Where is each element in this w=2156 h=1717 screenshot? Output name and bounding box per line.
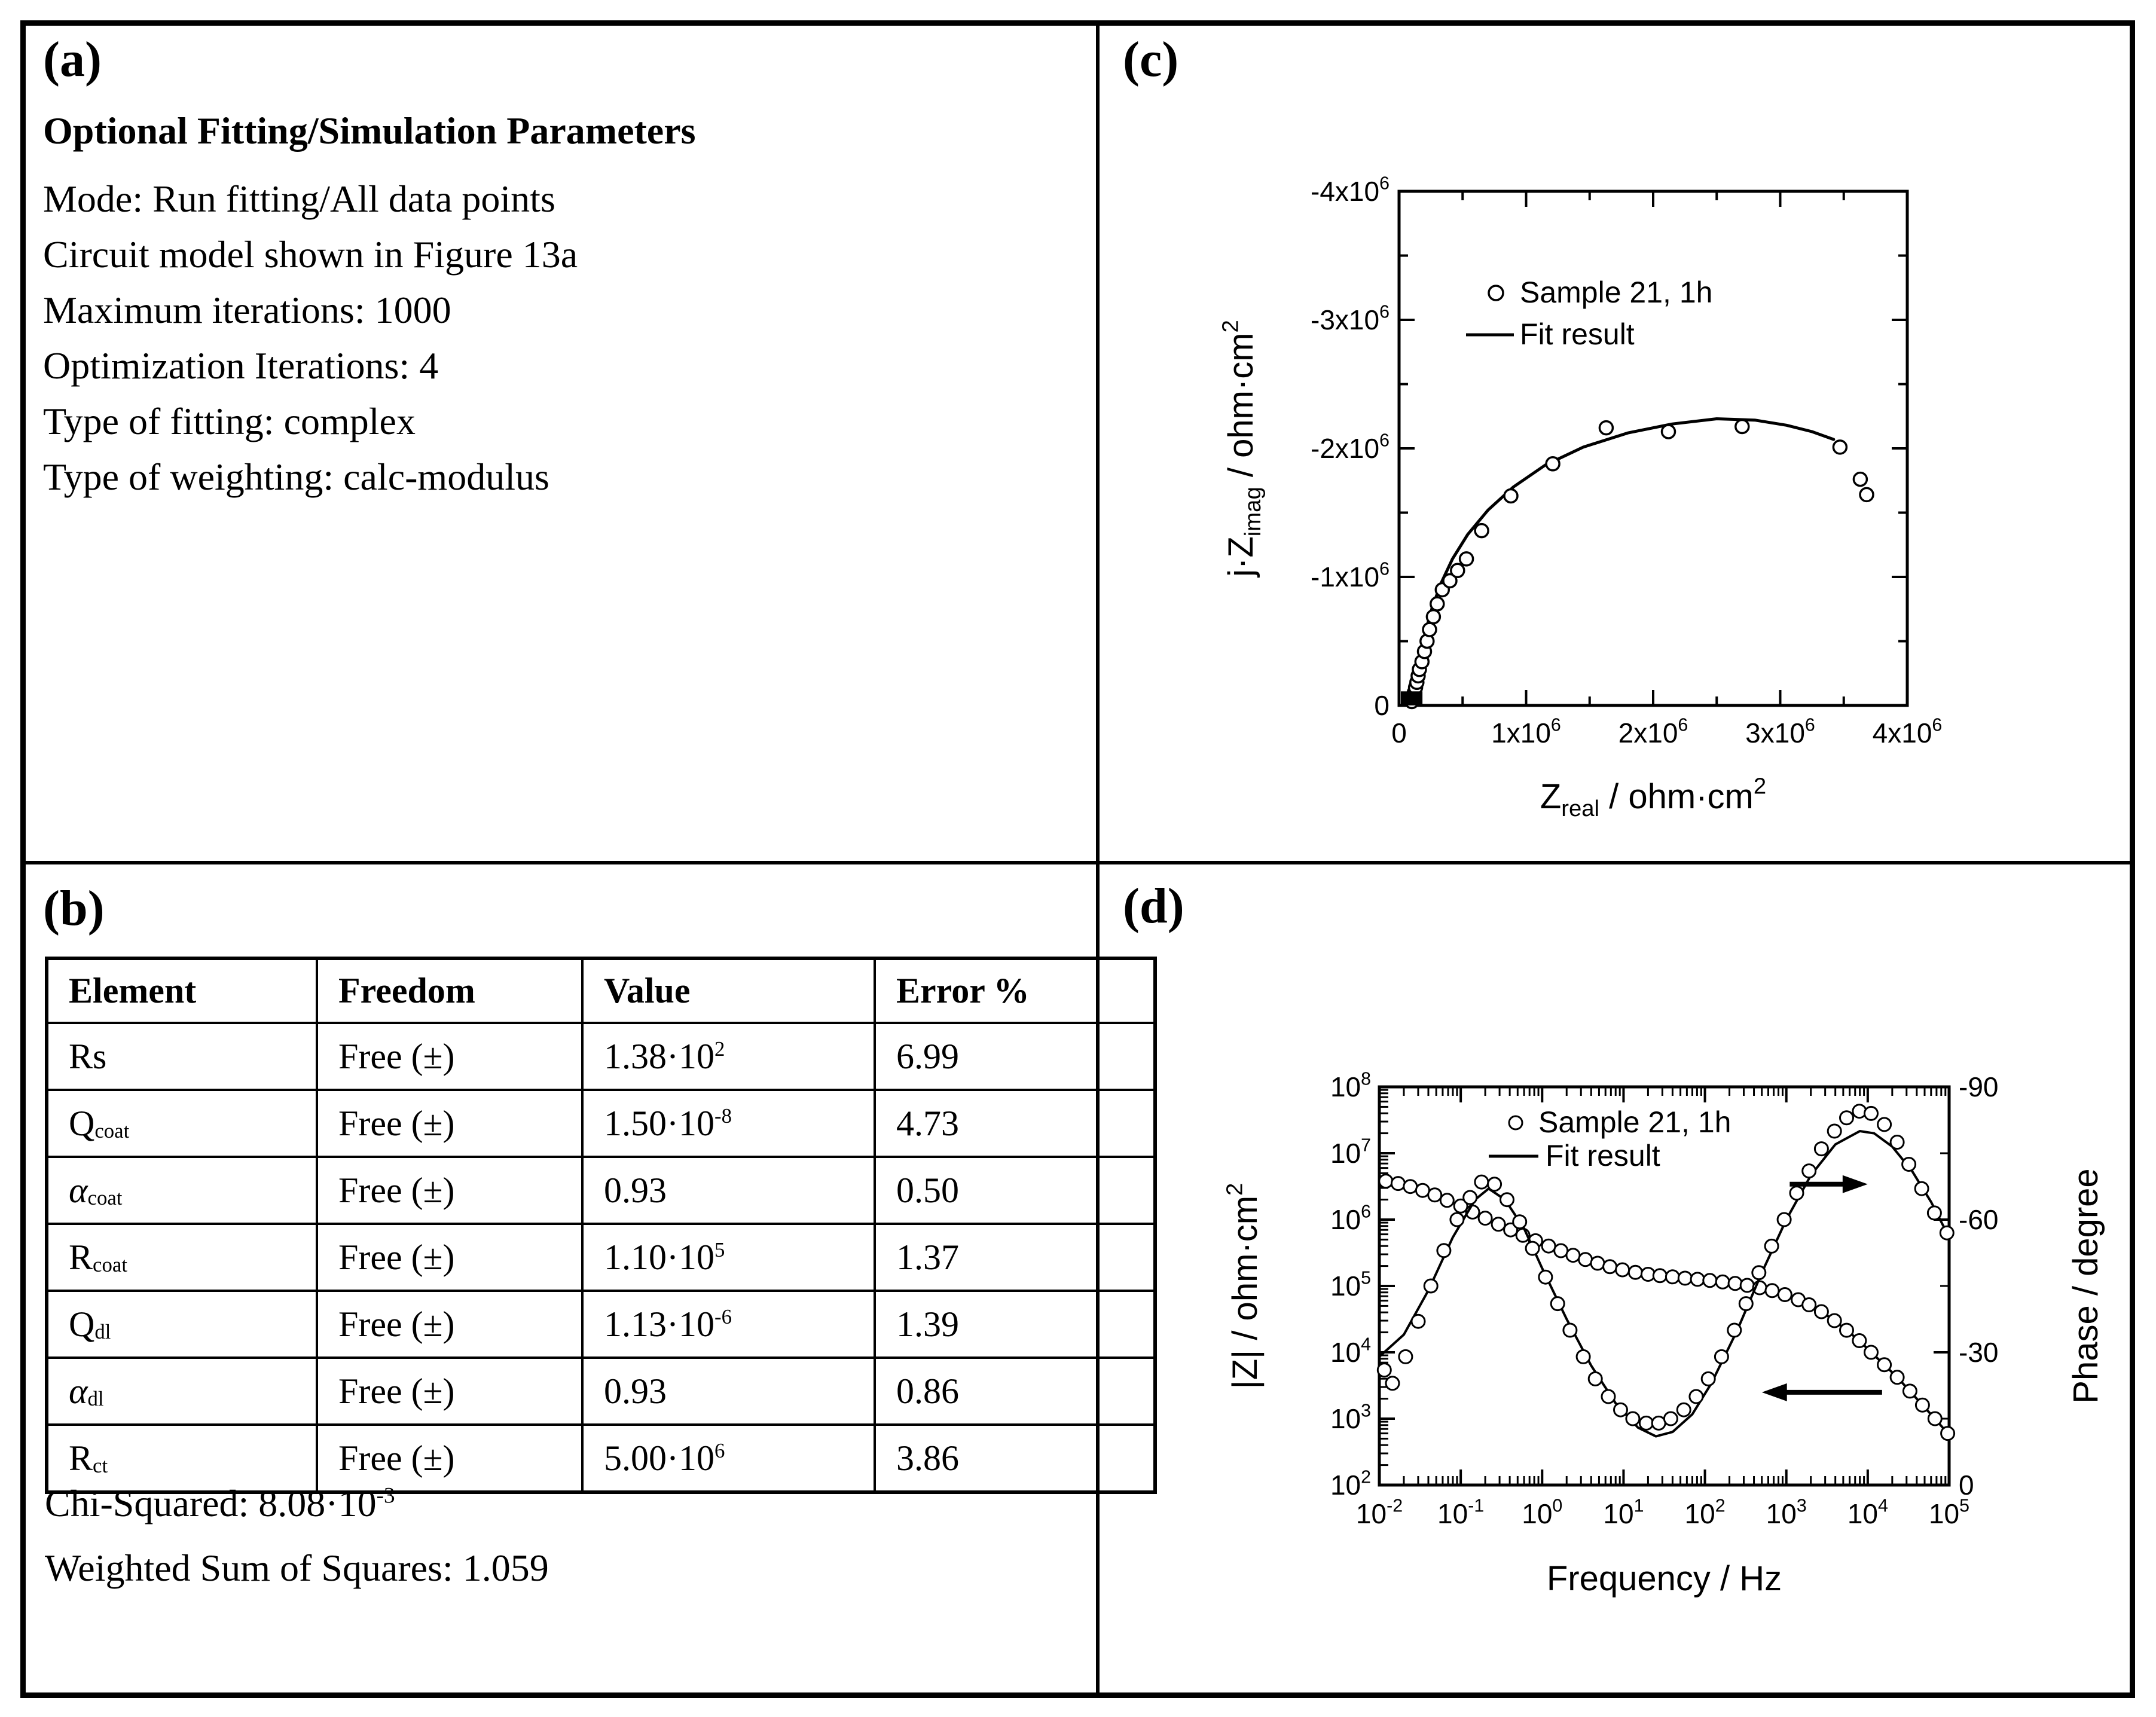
- data-point-marker: [1464, 1191, 1477, 1204]
- table-header: [47, 958, 1155, 1023]
- data-point-marker: [1652, 1416, 1665, 1429]
- data-point-marker: [1488, 1178, 1501, 1191]
- x-axis-title: Frequency / Hz: [1546, 1559, 1782, 1598]
- column-header: Error %: [875, 958, 1155, 1023]
- fit-parameters-table: [45, 957, 1157, 1494]
- data-point-marker: [1629, 1266, 1642, 1279]
- data-point-marker: [1428, 1189, 1442, 1202]
- data-point-marker: [1860, 488, 1873, 501]
- data-point-marker: [1853, 1334, 1866, 1348]
- data-point-marker: [1412, 1315, 1425, 1328]
- data-point-marker: [1865, 1107, 1878, 1120]
- data-point-marker: [1828, 1125, 1841, 1138]
- data-point-marker: [1840, 1324, 1853, 1337]
- legend: [1489, 1105, 1731, 1172]
- chi-squared-line: Chi-Squared: $8.08\cdot 10^{-3}$: [45, 1482, 395, 1524]
- data-point-marker: [1878, 1118, 1891, 1131]
- data-point-marker: [1563, 1324, 1577, 1337]
- legend-sample-label: Sample 21, 1h: [1538, 1105, 1731, 1139]
- tick-label: $10^6$: [1330, 1202, 1371, 1235]
- tick-label: 0: [1391, 717, 1407, 748]
- table-row: [47, 1224, 1155, 1291]
- data-point-marker: [1555, 1244, 1568, 1257]
- nyquist-plot: [1100, 24, 2130, 861]
- data-point-marker: [1551, 1297, 1564, 1310]
- panel-d-tag: (d): [1123, 878, 1184, 934]
- data-point-marker: [1664, 1412, 1677, 1425]
- plot-frame: [1399, 191, 1907, 705]
- data-point-marker: [1431, 597, 1444, 610]
- tick-label: 0: [1374, 690, 1390, 721]
- data-point-marker: [1475, 1175, 1488, 1189]
- data-point-marker: [1437, 1244, 1450, 1257]
- tick-label: $10^5$: [1928, 1496, 1970, 1529]
- tick-label: $-3x10^6$: [1311, 302, 1390, 335]
- data-point-marker: [1427, 610, 1440, 624]
- tick-label: $3x10^6$: [1745, 715, 1815, 748]
- parameter-text-line: Type of fitting: complex: [43, 400, 416, 442]
- data-point-marker: [1703, 1274, 1717, 1287]
- data-point-marker: [1604, 1260, 1617, 1273]
- table-row: [47, 1023, 1155, 1090]
- data-point-marker: [1591, 1257, 1604, 1270]
- table-cell: $\alpha_{dl}$: [47, 1358, 317, 1425]
- panel-a-tag: (a): [43, 32, 102, 87]
- table-cell: $5.00\cdot 10^6$: [582, 1425, 875, 1492]
- table-cell: $Q_{dl}$: [47, 1291, 317, 1358]
- high-frequency-cluster-marker: [1401, 691, 1422, 705]
- table-cell: $R_{ct}$: [47, 1425, 317, 1492]
- data-point-marker: [1928, 1412, 1941, 1425]
- table-cell: $1.50\cdot 10^{-8}$: [582, 1090, 875, 1157]
- tick-label: $10^3$: [1330, 1401, 1371, 1434]
- column-header: Element: [47, 958, 317, 1023]
- data-point-marker: [1492, 1218, 1505, 1231]
- table-cell: 0.50: [875, 1157, 1155, 1224]
- data-point-marker: [1740, 1279, 1754, 1292]
- tick-label: $10^2$: [1330, 1467, 1371, 1501]
- y-axis-title: $j\cdot Z_{imag} / ohm\cdot cm^2$: [1217, 320, 1266, 577]
- table-row: [47, 1358, 1155, 1425]
- legend: [1466, 276, 1712, 351]
- data-point-marker: [1386, 1377, 1399, 1390]
- data-point-marker: [1902, 1158, 1916, 1171]
- left-arrowhead-icon: [1762, 1383, 1787, 1401]
- tick-label: $10^0$: [1522, 1496, 1563, 1529]
- table-row: [47, 1090, 1155, 1157]
- table-cell: 1.37: [875, 1224, 1155, 1291]
- table-cell: $R_{coat}$: [47, 1224, 317, 1291]
- data-point-marker: [1450, 1213, 1464, 1226]
- table-cell: Rs: [47, 1023, 317, 1090]
- data-point-marker: [1941, 1427, 1955, 1440]
- axes: [1399, 191, 1907, 705]
- tick-label: $10^5$: [1330, 1268, 1371, 1302]
- tick-label: $-4x10^6$: [1311, 173, 1390, 207]
- data-point-marker: [1833, 441, 1846, 454]
- data-point-marker: [1424, 1279, 1437, 1293]
- legend-sample-marker: [1509, 1116, 1522, 1129]
- table-cell: 0.86: [875, 1358, 1155, 1425]
- legend-sample-label: Sample 21, 1h: [1520, 276, 1713, 309]
- tick-label: $10^3$: [1766, 1496, 1807, 1529]
- data-point-marker: [1399, 1350, 1412, 1363]
- data-point-marker: [1729, 1277, 1742, 1290]
- table-cell: 6.99: [875, 1023, 1155, 1090]
- data-point-marker: [1702, 1372, 1715, 1385]
- data-point-marker: [1504, 490, 1517, 503]
- left-axis-title: $|Z| / ohm\cdot cm^2$: [1221, 1183, 1265, 1389]
- data-point-marker: [1539, 1270, 1552, 1284]
- parameter-text-line: Optimization Iterations: 4: [43, 344, 439, 387]
- tick-label: $-1x10^6$: [1311, 559, 1390, 592]
- data-point-marker: [1526, 1242, 1539, 1255]
- column-header: Value: [582, 958, 875, 1023]
- table-cell: $1.38\cdot 10^2$: [582, 1023, 875, 1090]
- data-point-marker: [1891, 1371, 1904, 1384]
- table-cell: Free (±): [317, 1224, 582, 1291]
- data-point-marker: [1878, 1358, 1891, 1371]
- data-point-marker: [1815, 1305, 1828, 1318]
- data-point-marker: [1815, 1142, 1828, 1156]
- tick-label: $10^2$: [1684, 1496, 1726, 1529]
- tick-label: $10^{-2}$: [1355, 1496, 1403, 1529]
- tick-label: $4x10^6$: [1872, 715, 1943, 748]
- table-cell: Free (±): [317, 1358, 582, 1425]
- data-point-marker: [1766, 1284, 1779, 1297]
- data-point-marker: [1752, 1266, 1766, 1279]
- parameter-text-line: Type of weighting: calc-modulus: [43, 456, 549, 498]
- fit-result-curve: [1412, 419, 1834, 706]
- data-point-marker: [1765, 1239, 1778, 1252]
- table-cell: 0.93: [582, 1358, 875, 1425]
- table-cell: $1.10\cdot 10^5$: [582, 1224, 875, 1291]
- tick-label: $10^4$: [1847, 1496, 1888, 1529]
- data-point-marker: [1566, 1249, 1580, 1262]
- data-point-marker: [1479, 1212, 1492, 1225]
- column-header: Freedom: [317, 958, 582, 1023]
- table-row: [47, 1157, 1155, 1224]
- right-axis-tick-labels: [1959, 1071, 1998, 1501]
- data-point-marker: [1736, 420, 1749, 433]
- data-point-marker: [1739, 1297, 1752, 1310]
- data-point-marker: [1940, 1226, 1953, 1239]
- tick-label: $10^7$: [1330, 1135, 1371, 1169]
- table-cell: Free (±): [317, 1425, 582, 1492]
- legend-fit-label: Fit result: [1546, 1139, 1660, 1172]
- data-point-marker: [1423, 623, 1436, 636]
- data-point-marker: [1840, 1111, 1853, 1125]
- tick-label: 0: [1959, 1469, 1974, 1501]
- data-point-marker: [1690, 1390, 1703, 1403]
- weighted-sum-line: Weighted Sum of Squares: 1.059: [45, 1547, 549, 1589]
- y-axis-tick-labels: [1311, 174, 1390, 721]
- table-cell: Free (±): [317, 1157, 582, 1224]
- legend-sample-marker: [1489, 286, 1503, 300]
- table-cell: $\alpha_{coat}$: [47, 1157, 317, 1224]
- parameter-text-line: Maximum iterations: 1000: [43, 289, 451, 331]
- data-point-marker: [1616, 1263, 1629, 1276]
- data-point-marker: [1853, 473, 1867, 486]
- data-point-marker: [1542, 1239, 1555, 1252]
- right-axis-title: Phase / degree: [2066, 1168, 2105, 1404]
- data-point-marker: [1626, 1412, 1639, 1425]
- data-point-marker: [1778, 1288, 1791, 1302]
- data-point-marker: [1678, 1272, 1691, 1285]
- tick-label: $2x10^6$: [1618, 715, 1688, 748]
- data-point-marker: [1440, 1194, 1453, 1207]
- tick-label: $10^1$: [1603, 1496, 1644, 1529]
- data-point-marker: [1928, 1206, 1941, 1220]
- data-point-marker: [1602, 1390, 1615, 1403]
- table-cell: 1.39: [875, 1291, 1155, 1358]
- data-point-marker: [1903, 1385, 1916, 1398]
- table-cell: 0.93: [582, 1157, 875, 1224]
- tick-label: $10^{-1}$: [1437, 1496, 1485, 1529]
- legend-fit-label: Fit result: [1520, 317, 1635, 351]
- table-cell: 4.73: [875, 1090, 1155, 1157]
- panel-a-title: Optional Fitting/Simulation Parameters: [43, 109, 696, 152]
- data-point-marker: [1778, 1213, 1791, 1226]
- panel-b-tag: (b): [43, 881, 105, 936]
- data-point-marker: [1715, 1350, 1728, 1363]
- x-axis-title: $Z_{real} / ohm\cdot cm^2$: [1540, 773, 1767, 821]
- data-point-marker: [1460, 552, 1473, 566]
- tick-label: -60: [1959, 1204, 1999, 1235]
- parameter-text-line: Circuit model shown in Figure 13a: [43, 233, 578, 276]
- data-point-marker: [1677, 1403, 1690, 1416]
- data-point-marker: [1577, 1350, 1590, 1363]
- phase-data-points: [1378, 1105, 1953, 1430]
- tick-label: $-2x10^6$: [1311, 430, 1390, 464]
- data-point-marker: [1662, 425, 1675, 438]
- data-point-marker: [1891, 1136, 1904, 1149]
- data-point-marker: [1513, 1215, 1526, 1229]
- data-point-marker: [1803, 1299, 1816, 1312]
- data-point-marker: [1546, 457, 1559, 471]
- table-cell: Free (±): [317, 1090, 582, 1157]
- data-point-marker: [1803, 1165, 1816, 1178]
- data-point-marker: [1599, 421, 1613, 435]
- tick-label: $10^4$: [1330, 1334, 1371, 1368]
- tick-label: $1x10^6$: [1491, 715, 1561, 748]
- table-header-row: [47, 958, 1155, 1023]
- data-point-marker: [1915, 1182, 1928, 1195]
- tick-label: -30: [1959, 1337, 1999, 1368]
- table-cell: Free (±): [317, 1023, 582, 1090]
- tick-label: -90: [1959, 1071, 1999, 1102]
- table-cell: $Q_{coat}$: [47, 1090, 317, 1157]
- data-point-marker: [1716, 1275, 1729, 1288]
- data-point-marker: [1501, 1193, 1514, 1206]
- x-axis-tick-labels: [1391, 716, 1942, 748]
- data-point-marker: [1589, 1372, 1602, 1385]
- data-point-marker: [1579, 1253, 1592, 1266]
- left-axis-tick-labels: [1330, 1070, 1371, 1501]
- impedance-axis-arrow: [1762, 1383, 1882, 1401]
- data-point-marker: [1379, 1175, 1392, 1188]
- panel-c-tag: (c): [1123, 32, 1179, 87]
- tick-label: $10^8$: [1330, 1069, 1371, 1102]
- data-point-marker: [1475, 524, 1488, 537]
- table-body: [47, 1023, 1155, 1492]
- parameter-text-line: Mode: Run fitting/All data points: [43, 178, 555, 220]
- x-axis-tick-labels: [1356, 1496, 1969, 1529]
- data-point-marker: [1691, 1273, 1704, 1286]
- data-point-marker: [1666, 1270, 1679, 1284]
- data-point-marker: [1391, 1177, 1404, 1190]
- data-point-marker: [1451, 564, 1464, 577]
- data-point-marker: [1865, 1346, 1878, 1359]
- data-point-marker: [1614, 1403, 1627, 1416]
- data-point-marker: [1653, 1269, 1666, 1282]
- right-arrowhead-icon: [1843, 1175, 1868, 1193]
- sample-data-points: [1405, 420, 1873, 708]
- data-point-marker: [1416, 1184, 1429, 1197]
- bode-plot: [1100, 864, 2130, 1692]
- table-cell: $1.13\cdot 10^{-6}$: [582, 1291, 875, 1358]
- data-point-marker: [1728, 1324, 1741, 1337]
- data-point-marker: [1378, 1364, 1391, 1377]
- panel-a-parameter-lines: [43, 171, 578, 505]
- data-point-marker: [1639, 1416, 1653, 1429]
- table-row: [47, 1291, 1155, 1358]
- table-cell: Free (±): [317, 1291, 582, 1358]
- table-cell: 3.86: [875, 1425, 1155, 1492]
- data-point-marker: [1828, 1314, 1841, 1327]
- data-point-marker: [1790, 1187, 1803, 1200]
- data-point-marker: [1916, 1398, 1929, 1412]
- data-point-marker: [1404, 1180, 1417, 1193]
